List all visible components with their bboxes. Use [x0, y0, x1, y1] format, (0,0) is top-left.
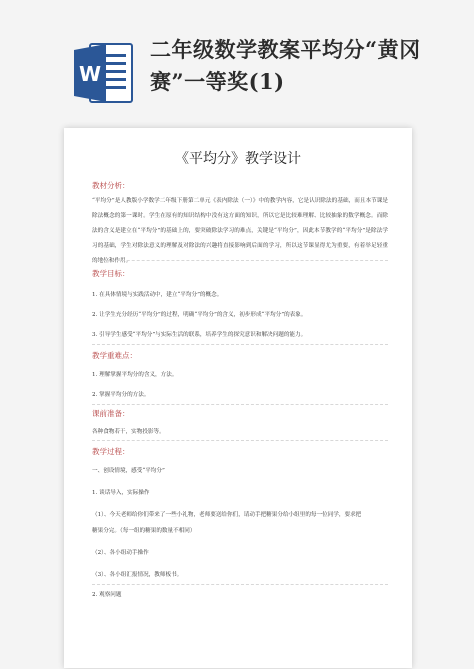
preparation-text: 各种食物若干，实物投影等。 — [92, 429, 165, 435]
page-title: 《平均分》教学设计 — [175, 151, 301, 167]
divider — [92, 260, 388, 261]
process-step: （1）、今天老师给你们带来了一些小礼物，老师要送给你们，请动手把糖果分给小组里的每一位同学，要求把 — [92, 512, 362, 518]
goal-item: 2. 让学生充分经历“平均分”的过程，明确“平均分”的含义，初步形成“平均分”的表象。 — [92, 312, 307, 318]
divider — [92, 344, 388, 345]
process-step: （3）、各小组汇报情况，教师板书。 — [92, 572, 183, 578]
process-heading: 教学过程： — [92, 447, 130, 456]
goals-heading: 教学目标： — [92, 269, 130, 278]
process-step: 1. 谈话导入，实际操作 — [92, 490, 150, 496]
process-step: 2. 观察问题 — [92, 592, 122, 598]
process-step: （2）、各小组动手操作 — [92, 550, 149, 556]
key-point-item: 1. 理解掌握平均分的含义，方法。 — [92, 372, 178, 378]
key-points-heading: 教学重难点： — [92, 351, 137, 360]
goal-item: 3. 引导学生感受“平均分”与实际生活的联系，培养学生的探究意识和解决问题的能力。 — [92, 332, 307, 338]
divider — [92, 440, 388, 441]
preparation-heading: 课前准备： — [92, 409, 130, 418]
process-step: 一、创设情境，感受“平均分” — [92, 468, 165, 474]
process-step: 糖果分完。（每一组的糖果的数量不相同） — [92, 528, 196, 534]
document-header — [0, 0, 474, 118]
document-title: 二年级数学教案平均分“黄冈赛”一等奖(1) — [150, 37, 421, 94]
goal-item: 1. 在具体情境与实践活动中，建立“平均分”的概念。 — [92, 292, 223, 298]
document-page — [64, 128, 412, 668]
analysis-heading: 教材分析： — [92, 181, 130, 190]
word-document-icon — [72, 40, 134, 106]
analysis-text: “平均分”是人教版小学数学二年级下册第二单元《表内除法（一）》中的教学内容，它是认识除法的基础，而且本节课是除法概念的第一课时。学生在原有的知识结构中没有这方面的知识，所以它是比较难理解、比较抽象的数学概念。而除法的含义是建立在“平均分”的基础上的，要突破除法学习的难点，关键是“平均分”，因此本节教学的“平均分”是除法学习的基础，学生对除法意义的理解及对除法的兴趣将直接影响到后面的学习，所以这节课显得尤为重要，有着举足轻重的地位和作用。 — [92, 198, 388, 264]
svg-text:W: W — [78, 62, 102, 86]
divider — [92, 404, 388, 405]
key-point-item: 2. 掌握平均分的方法。 — [92, 392, 150, 398]
divider — [92, 584, 388, 585]
